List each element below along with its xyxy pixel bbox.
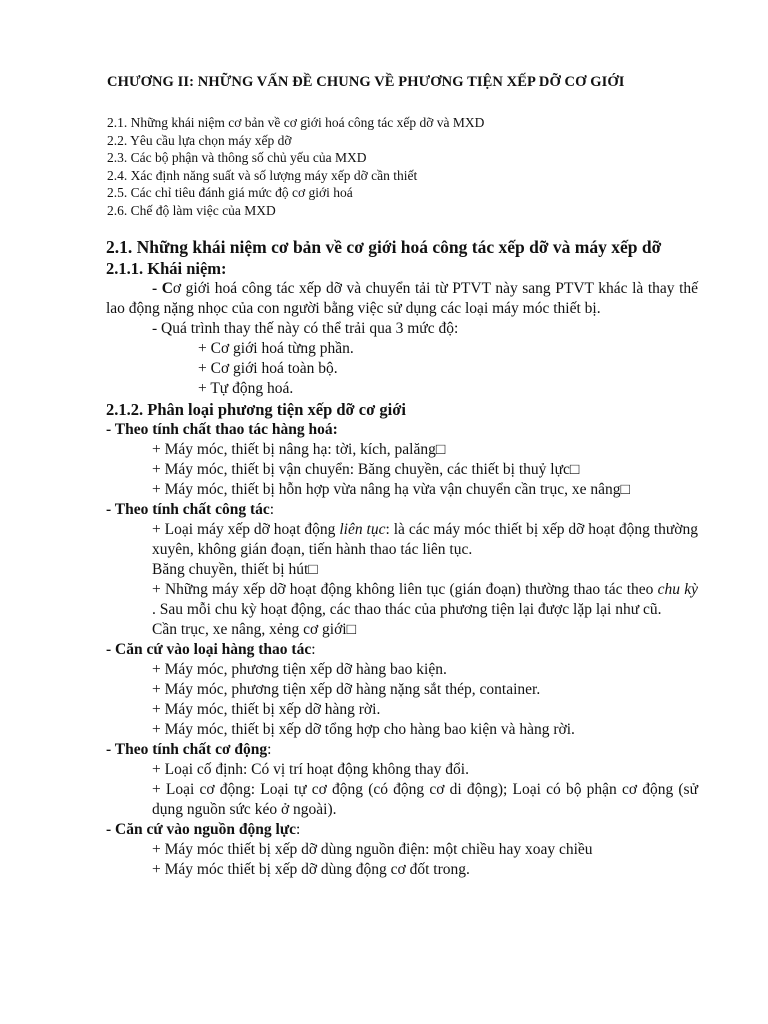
toc-item: 2.3. Các bộ phận và thông số chủ yếu của MXD (107, 150, 367, 165)
list-item: + Loại cố định: Có vị trí hoạt động không thay đổi. (152, 761, 469, 778)
list-item: + Máy móc, phương tiện xếp dỡ hàng nặng sắt thép, container. (152, 681, 541, 698)
toc-item: 2.6. Chế độ làm việc của MXD (107, 202, 276, 218)
list-item: + Máy móc, phương tiện xếp dỡ hàng bao kiện. (152, 661, 447, 678)
group-title-power (106, 820, 698, 840)
group-title-colon: : (269, 501, 275, 518)
group-title-text: - Căn cứ vào loại hàng thao tác (106, 641, 312, 658)
list-item-text: : là các máy móc thiết bị xếp dỡ hoạt động thường xuyên, không gián đoạn, tiến hành thao tác liên tục. (152, 521, 698, 558)
group-title-handling: - Theo tính chất thao tác hàng hoá: (106, 421, 338, 438)
list-item-text: . Sau mỗi chu kỳ hoạt động, các thao thác của phương tiện lại được lặp lại như cũ. (152, 601, 662, 618)
list-item: + Máy móc, thiết bị xếp dỡ hàng rời. (152, 701, 381, 718)
group-title-text: - Theo tính chất cơ động (106, 741, 268, 758)
example-line (106, 560, 698, 580)
toc-item: 2.5. Các chỉ tiêu đánh giá mức độ cơ giới hoá (107, 185, 353, 200)
group-title-colon: : (296, 821, 301, 838)
missing-glyph: □ (435, 441, 446, 458)
process-intro: - Quá trình thay thế này có thể trải qua 3 mức độ: (152, 320, 459, 337)
list-item-text: + Những máy xếp dỡ hoạt động không liên tục (gián đoạn) thường thao tác theo (152, 581, 658, 598)
italic-term: liên tục (339, 521, 386, 538)
example-line (106, 620, 698, 640)
table-of-contents (107, 114, 484, 219)
list-item-text: + Loại máy xếp dỡ hoạt động (152, 521, 340, 538)
concept-dash: - C (152, 280, 173, 297)
group-title-cargo (106, 640, 698, 660)
group-title-text: - Căn cứ vào nguồn động lực (106, 821, 296, 838)
level-item: + Cơ giới hoá từng phần. (198, 340, 354, 357)
subsection-heading-2-1-1: 2.1.1. Khái niệm: (106, 259, 227, 278)
level-item: + Cơ giới hoá toàn bộ. (198, 360, 338, 377)
group-title-mobility (106, 740, 698, 760)
group-title-colon: : (311, 641, 316, 658)
group-title-operation (106, 500, 698, 520)
concept-text: ơ giới hoá công tác xếp dỡ và chuyển tải từ PTVT này sang PTVT khác là thay thế lao động nặng nhọc của con người bằng việc sử dụng các loại máy móc thiết bị. (106, 280, 699, 317)
list-item-text: + Máy móc, thiết bị nâng hạ: tời, kích, palăng (152, 441, 436, 458)
list-item-text: + Máy móc, thiết bị hỗn hợp vừa nâng hạ vừa vận chuyển cần trục, xe nâng (152, 481, 621, 498)
list-item (106, 460, 698, 480)
level-item: + Tự động hoá. (198, 380, 294, 397)
group-title-text: - Theo tính chất công tác (106, 501, 270, 518)
list-item (106, 580, 698, 620)
toc-item: 2.4. Xác định năng suất và số lượng máy xếp dỡ cần thiết (107, 167, 418, 183)
list-item: + Máy móc thiết bị xếp dỡ dùng nguồn điện: một chiều hay xoay chiều (152, 841, 593, 858)
missing-glyph: □ (620, 481, 630, 498)
main-content (106, 236, 698, 880)
missing-glyph: □ (569, 461, 580, 478)
section-heading-2-1: 2.1. Những khái niệm cơ bản về cơ giới hoá công tác xếp dỡ và máy xếp dỡ (106, 237, 662, 257)
list-item: + Máy móc, thiết bị xếp dỡ tổng hợp cho hàng bao kiện và hàng rời. (152, 721, 575, 738)
list-item (106, 480, 698, 500)
toc-item: 2.1. Những khái niệm cơ bản về cơ giới hoá công tác xếp dỡ và MXD (107, 115, 485, 130)
example-text: Cần trục, xe nâng, xẻng cơ giới (152, 621, 347, 638)
toc-item: 2.2. Yêu cầu lựa chọn máy xếp dỡ (107, 132, 292, 148)
concept-paragraph (106, 279, 698, 319)
list-item (106, 520, 698, 560)
list-item-text: + Máy móc, thiết bị vận chuyển: Băng chuyền, các thiết bị thuỷ lực (152, 461, 570, 478)
chapter-title: CHƯƠNG II: NHỮNG VẤN ĐỀ CHUNG VỀ PHƯƠNG TIỆN XẾP DỠ CƠ GIỚI (107, 74, 625, 90)
missing-glyph: □ (346, 621, 356, 638)
list-item: + Máy móc thiết bị xếp dỡ dùng động cơ đốt trong. (152, 861, 470, 878)
list-item (106, 440, 698, 460)
list-item: + Loại cơ động: Loại tự cơ động (có động cơ di động); Loại có bộ phận cơ động (sử dụng nguồn sức kéo ở ngoài). (152, 781, 698, 818)
missing-glyph: □ (308, 561, 318, 578)
example-text: Băng chuyền, thiết bị hút (152, 561, 309, 578)
subsection-heading-2-1-2: 2.1.2. Phân loại phương tiện xếp dỡ cơ giới (106, 400, 406, 419)
group-title-colon: : (267, 741, 272, 758)
italic-term: chu kỳ (657, 581, 698, 598)
